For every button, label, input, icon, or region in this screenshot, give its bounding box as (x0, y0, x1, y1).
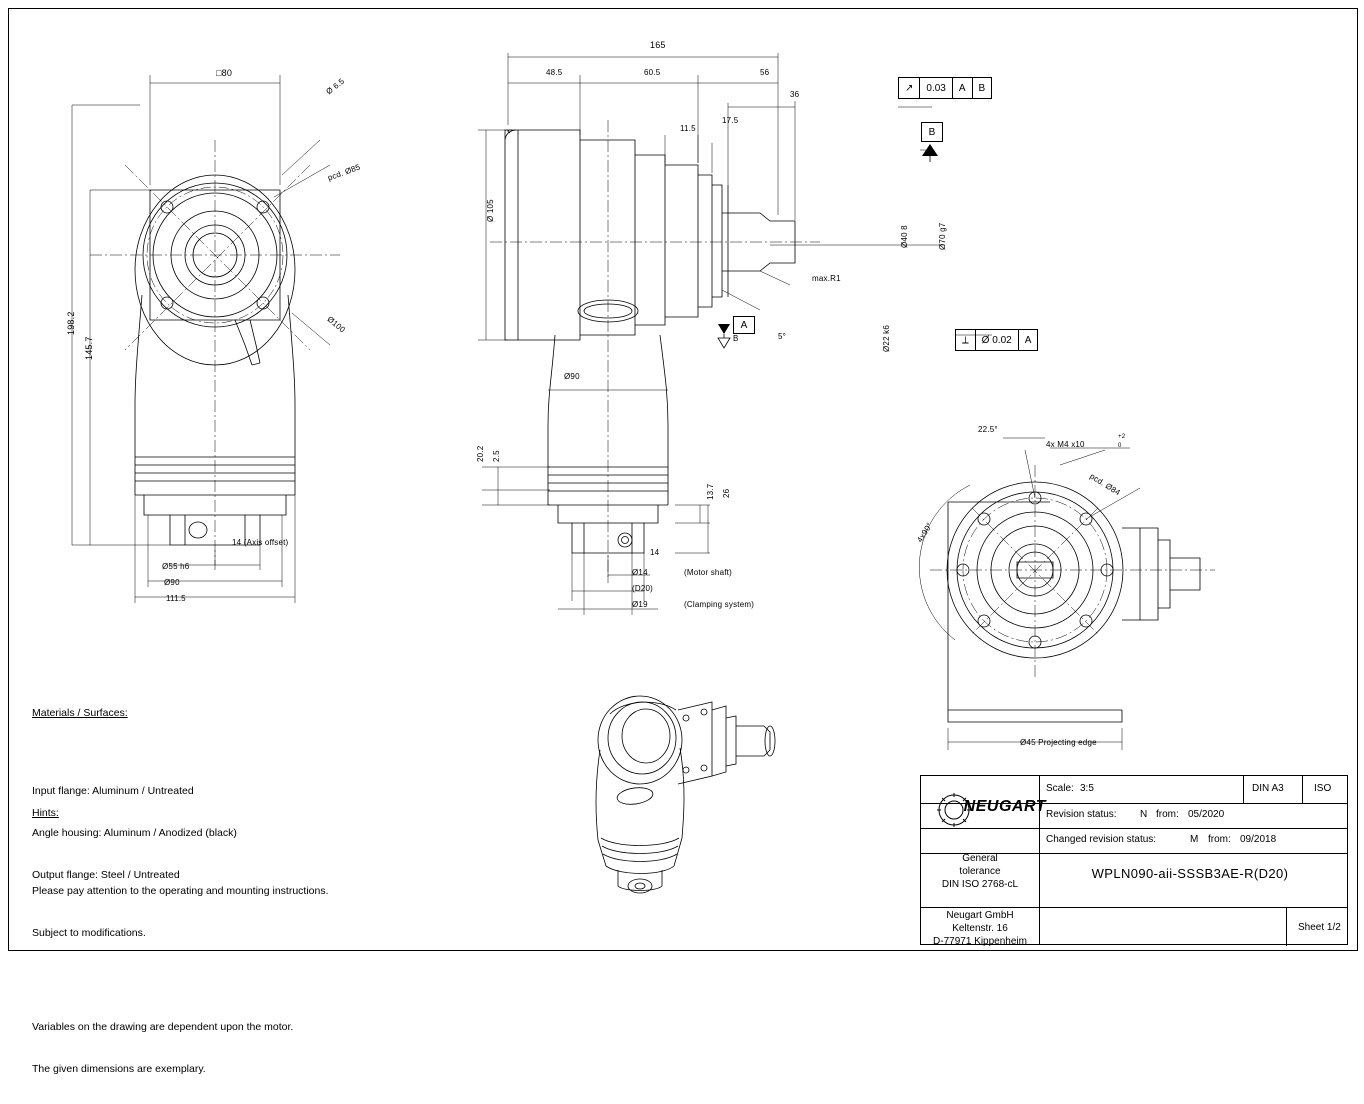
fcf-runout-symbol: ↗ (899, 78, 920, 98)
rear-dim-d45-edge: Ø45 Projecting edge (1020, 738, 1097, 747)
general-tolerance-line-2: tolerance (959, 866, 1001, 877)
side-dim-14: 14 (650, 548, 660, 557)
front-view-geometry (30, 45, 370, 625)
side-dim-d22k6: Ø22 k6 (882, 325, 891, 352)
front-dim-hole-d65: Ø 6.5 (324, 76, 347, 97)
side-note-d20: (D20) (632, 584, 654, 593)
materials-heading: Materials / Surfaces: (32, 707, 128, 719)
revision-label: Revision status: (1046, 809, 1117, 820)
front-dim-d55h6: Ø55 h6 (162, 562, 190, 571)
side-dim-d14: Ø14 (632, 568, 648, 577)
side-dim-d90: Ø90 (564, 372, 580, 381)
changed-from-value: 09/2018 (1240, 834, 1277, 845)
materials-line-3: Output flange: Steel / Untreated (32, 869, 180, 881)
side-dim-60-5: 60.5 (644, 68, 661, 77)
fcf-runout-value: 0.03 (920, 78, 952, 98)
side-dim-11-5: 11.5 (680, 124, 696, 133)
fcf-perp-datum-a: A (1024, 334, 1032, 346)
revision-from-label: from: (1156, 809, 1179, 820)
company-logo-text: NEUGART (963, 798, 1046, 815)
rear-view-geometry (900, 410, 1240, 770)
isometric-view-geometry (580, 680, 800, 910)
side-dim-17-5: 17.5 (722, 116, 739, 125)
front-dim-d100: Ø100 (325, 314, 347, 335)
tb-vrule-3 (1302, 776, 1303, 803)
fcf-runout-datum-b: B (978, 82, 986, 94)
changed-revision-value: M (1190, 834, 1199, 845)
front-dim-111-5: 111.5 (166, 594, 186, 603)
hints-heading: Hints: (32, 807, 59, 819)
variables-line-1: Variables on the drawing are dependent upon the motor. (32, 1021, 294, 1033)
side-dim-165: 165 (650, 40, 666, 50)
side-dim-d40-8: Ø40 8 (900, 225, 909, 248)
scale-label: Scale: (1046, 783, 1074, 794)
rear-dim-4x90deg: 4x90° (915, 520, 935, 545)
fcf-perp-value: Ø 0.02 (976, 330, 1019, 350)
side-dim-13-7: 13.7 (706, 483, 715, 500)
gdt-leader-lines (760, 95, 1020, 365)
hints-notes-block (32, 778, 329, 1104)
sheet-format: DIN A3 (1252, 783, 1284, 794)
side-dim-36: 36 (790, 90, 800, 99)
changed-revision-label: Changed revision status: (1046, 834, 1157, 845)
revision-from-value: 05/2020 (1188, 809, 1225, 820)
side-note-maxR1: max.R1 (812, 274, 841, 283)
variables-line-2: The given dimensions are exemplary. (32, 1063, 206, 1075)
datum-label-a: A (733, 316, 755, 334)
materials-line-1: Input flange: Aluminum / Untreated (32, 785, 194, 797)
front-dim-145-7: 145.7 (84, 336, 94, 360)
fcf-perp-symbol: ⟂ (956, 330, 976, 350)
front-dim-pcd85: pcd. Ø85 (326, 162, 362, 183)
side-note-clamping-system: (Clamping system) (684, 600, 755, 609)
hints-line-2: Subject to modifications. (32, 927, 146, 939)
side-dim-2-5: 2.5 (492, 450, 501, 462)
datum-label-b-small: B (733, 334, 739, 343)
front-dim-198-2: 198.2 (66, 311, 76, 335)
rear-dim-tol-lower: 0 (1118, 443, 1122, 449)
front-dim-axis-offset: 14 (Axis offset) (232, 538, 289, 547)
side-dim-d70g7: Ø70 g7 (938, 222, 947, 250)
front-dim-d90: Ø90 (164, 578, 180, 587)
rear-dim-tol-upper: +2 (1118, 434, 1126, 440)
side-dim-d105: Ø 105 (486, 199, 495, 222)
revision-value: N (1140, 809, 1148, 820)
fcf-runout-datum-a: A (953, 78, 973, 98)
projection-standard: ISO (1314, 783, 1332, 794)
side-dim-5deg: 5° (778, 332, 787, 341)
sheet-number: Sheet 1/2 (1298, 922, 1341, 933)
side-dim-48-5: 48.5 (546, 68, 563, 77)
side-note-motor-shaft: (Motor shaft) (684, 568, 732, 577)
materials-line-2: Angle housing: Aluminum / Anodized (black) (32, 827, 237, 839)
general-tolerance-line-1: General (962, 853, 998, 864)
part-number: WPLN090-aii-SSSB3AE-R(D20) (1091, 866, 1289, 881)
rear-dim-thread: 4x M4 x10 (1046, 440, 1085, 449)
changed-from-label: from: (1208, 834, 1231, 845)
rear-dim-22-5deg: 22.5° (978, 425, 998, 434)
front-dim-square80: □80 (216, 68, 233, 78)
tb-vrule-2 (1243, 776, 1244, 803)
side-dim-d19: Ø19 (632, 600, 648, 609)
tb-rule-4 (921, 907, 1347, 908)
rear-dim-pcd84: pcd. Ø84 (1088, 471, 1122, 498)
scale-value: 3:5 (1080, 783, 1094, 794)
side-dim-20-2: 20.2 (476, 445, 485, 462)
tb-vrule-4 (1286, 907, 1287, 946)
general-tolerance-line-3: DIN ISO 2768-cL (941, 879, 1019, 890)
address-line-1: Neugart GmbH (946, 910, 1014, 921)
side-dim-26: 26 (722, 488, 731, 498)
address-line-2: Keltenstr. 16 (952, 923, 1008, 934)
datum-label-b: B (921, 122, 943, 142)
address-line-3: D-77971 Kippenheim (933, 936, 1027, 947)
hints-line-1: Please pay attention to the operating and mounting instructions. (32, 885, 329, 897)
side-dim-56: 56 (760, 68, 770, 77)
